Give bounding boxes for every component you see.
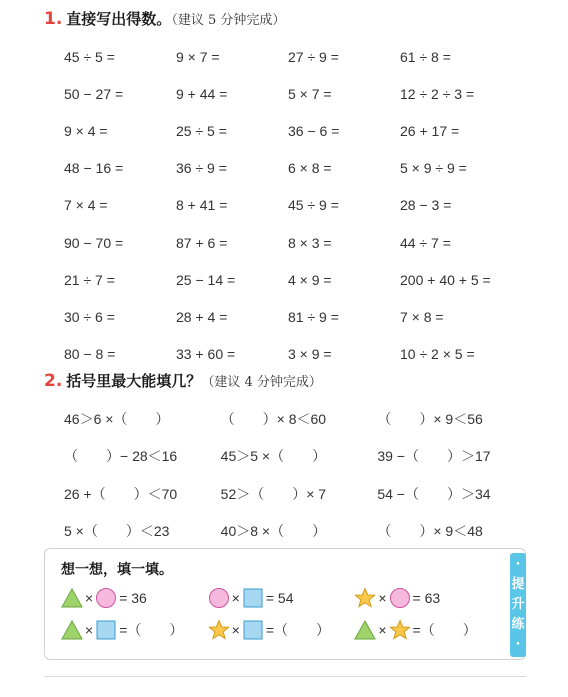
math-problem: 25 ÷ 5 =	[176, 122, 227, 139]
shape-equation	[208, 587, 355, 609]
section-number: 1.	[44, 9, 63, 29]
square-icon	[242, 587, 264, 609]
math-problem: 21 ÷ 7 =	[64, 271, 115, 288]
math-problem: 12 ÷ 2 ÷ 3 =	[400, 85, 475, 102]
section-hint: （建议 4 分钟完成）	[201, 375, 322, 390]
section-2-title	[44, 370, 322, 391]
fill-bracket-grid	[64, 400, 534, 550]
math-problem: 28 + 4 =	[176, 308, 228, 325]
math-problem: 50 − 27 =	[64, 85, 124, 102]
bracket-problem: （ ）× 9＜48	[377, 523, 483, 540]
side-tab-char: ·	[515, 557, 521, 572]
section-hint: （建议 5 分钟完成）	[171, 13, 286, 28]
math-problem: 28 − 3 =	[400, 197, 452, 214]
problem-row	[64, 438, 534, 476]
circle-icon	[208, 587, 230, 609]
bracket-problem: （ ）− 28＜16	[64, 448, 178, 465]
square-icon	[95, 619, 117, 641]
equation-result: =（ ）	[265, 622, 331, 638]
math-problem: 8 × 3 =	[288, 234, 332, 251]
star-icon	[389, 619, 411, 641]
problem-row	[64, 38, 544, 75]
square-icon	[242, 619, 264, 641]
math-problem: 36 ÷ 9 =	[176, 160, 227, 177]
circle-icon	[389, 587, 411, 609]
circle-icon	[95, 587, 117, 609]
math-problem: 80 − 8 =	[64, 346, 116, 363]
equation-result: = 36	[119, 590, 147, 606]
math-problem: 7 × 8 =	[400, 308, 444, 325]
equation-result: =（ ）	[412, 622, 477, 638]
shape-equation	[61, 619, 208, 641]
equation-result: = 54	[265, 590, 294, 606]
shape-equation	[354, 587, 501, 609]
bracket-problem: 39 −（ ）＞17	[377, 448, 491, 465]
triangle-icon	[61, 587, 83, 609]
problem-row	[64, 298, 544, 335]
math-problem: 4 × 9 =	[288, 271, 332, 288]
shape-equation-row-1	[61, 587, 501, 609]
mental-math-grid	[64, 38, 544, 373]
math-problem: 87 + 6 =	[176, 234, 228, 251]
math-problem: 5 × 9 ÷ 9 =	[400, 160, 467, 177]
math-problem: 27 ÷ 9 =	[288, 48, 339, 65]
math-problem: 9 × 4 =	[64, 122, 108, 139]
math-problem: 6 × 8 =	[288, 160, 332, 177]
problem-row	[64, 112, 544, 149]
triangle-icon	[354, 619, 376, 641]
equation-result: =（ ）	[119, 622, 184, 638]
math-problem: 10 ÷ 2 × 5 =	[400, 346, 475, 363]
bracket-problem: 46＞6 ×（ ）	[64, 410, 170, 427]
problem-row	[64, 150, 544, 187]
problem-row	[64, 187, 544, 224]
bracket-problem: 5 ×（ ）＜23	[64, 523, 170, 540]
math-problem: 90 − 70 =	[64, 234, 124, 251]
triangle-icon	[61, 619, 83, 641]
problem-row	[64, 475, 534, 513]
bottom-divider	[44, 676, 526, 677]
multiply-sign: ×	[85, 622, 94, 638]
math-problem: 45 ÷ 5 =	[64, 48, 115, 65]
multiply-sign: ×	[378, 622, 387, 638]
think-box-title: 想一想，填一填。	[61, 562, 173, 578]
bracket-problem: 45＞5 ×（ ）	[220, 448, 327, 465]
math-problem: 33 + 60 =	[176, 346, 236, 363]
section-title-text: 括号里最大能填几？	[66, 372, 202, 390]
section-number: 2.	[44, 371, 63, 391]
math-problem: 30 ÷ 6 =	[64, 308, 115, 325]
math-problem: 26 + 17 =	[400, 122, 460, 139]
bracket-problem: 40＞8 ×（ ）	[220, 523, 327, 540]
math-problem: 8 + 41 =	[176, 197, 228, 214]
math-problem: 25 − 14 =	[176, 271, 236, 288]
multiply-sign: ×	[85, 590, 94, 606]
star-icon	[354, 587, 376, 609]
math-problem: 200 + 40 + 5 =	[400, 271, 491, 288]
bracket-problem: 54 −（ ）＞34	[377, 485, 491, 502]
math-problem: 36 − 6 =	[288, 122, 340, 139]
math-problem: 44 ÷ 7 =	[400, 234, 451, 251]
bracket-problem: （ ）× 9＜56	[377, 410, 483, 427]
side-tab-char: 练	[511, 617, 525, 632]
think-box	[44, 548, 526, 660]
side-tab	[510, 553, 526, 657]
section-title-text: 直接写出得数。	[66, 10, 172, 28]
math-problem: 9 × 7 =	[176, 48, 220, 65]
math-problem: 61 ÷ 8 =	[400, 48, 451, 65]
side-tab-char: ·	[515, 637, 521, 652]
problem-row	[64, 400, 534, 438]
bracket-problem: （ ）× 8＜60	[220, 410, 327, 427]
side-tab-char: 升	[511, 597, 525, 612]
math-problem: 3 × 9 =	[288, 346, 332, 363]
equation-result: = 63	[412, 590, 441, 606]
problem-row	[64, 513, 534, 551]
shape-equation	[208, 619, 355, 641]
math-problem: 5 × 7 =	[288, 85, 332, 102]
section-1-title	[44, 8, 285, 29]
multiply-sign: ×	[231, 622, 240, 638]
multiply-sign: ×	[231, 590, 240, 606]
side-tab-char: 提	[511, 577, 525, 592]
math-problem: 48 − 16 =	[64, 160, 124, 177]
bracket-problem: 26 +（ ）＜70	[64, 485, 178, 502]
math-problem: 7 × 4 =	[64, 197, 108, 214]
shape-equation	[354, 619, 501, 641]
multiply-sign: ×	[378, 590, 387, 606]
bracket-problem: 52＞（ ）× 7	[220, 485, 327, 502]
problem-row	[64, 224, 544, 261]
problem-row	[64, 336, 544, 373]
math-problem: 81 ÷ 9 =	[288, 308, 339, 325]
problem-row	[64, 75, 544, 112]
star-icon	[208, 619, 230, 641]
shape-equation-row-2	[61, 619, 501, 641]
problem-row	[64, 261, 544, 298]
math-problem: 45 ÷ 9 =	[288, 197, 339, 214]
math-problem: 9 + 44 =	[176, 85, 228, 102]
shape-equation	[61, 587, 208, 609]
